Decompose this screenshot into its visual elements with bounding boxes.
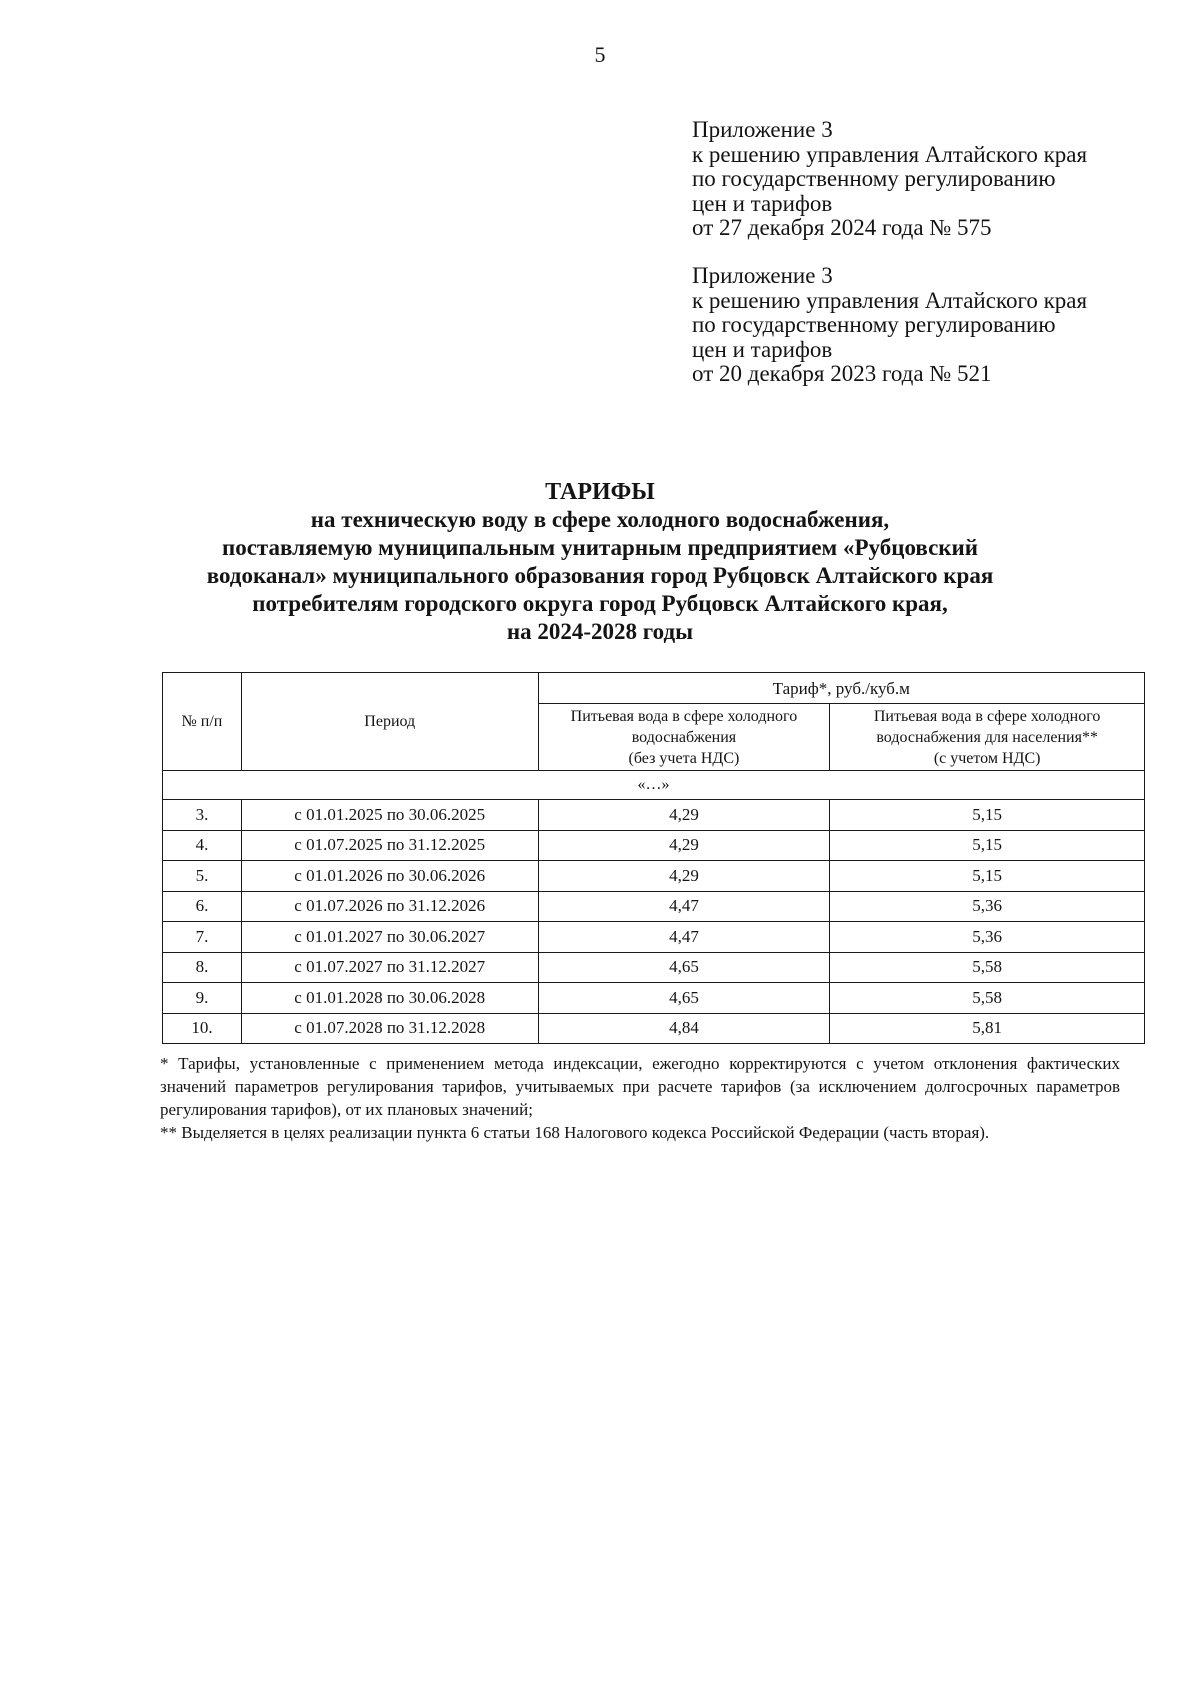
row-tariff-with-vat: 5,15 bbox=[830, 861, 1145, 892]
appendix-previous bbox=[692, 264, 1172, 387]
title-line: на техническую воду в сфере холодного водоснабжения, bbox=[310, 507, 890, 532]
appendix-line: к решению управления Алтайского края bbox=[692, 287, 1088, 313]
row-tariff-with-vat: 5,58 bbox=[830, 952, 1145, 983]
row-number: 9. bbox=[163, 983, 242, 1014]
appendix-line: к решению управления Алтайского края bbox=[692, 141, 1088, 167]
header-number: № п/п bbox=[163, 673, 242, 771]
row-tariff-with-vat: 5,36 bbox=[830, 891, 1145, 922]
row-period: с 01.07.2028 по 31.12.2028 bbox=[241, 1013, 538, 1044]
row-period: с 01.01.2025 по 30.06.2025 bbox=[241, 800, 538, 831]
row-number: 8. bbox=[163, 952, 242, 983]
table-row bbox=[163, 983, 1145, 1014]
table-row bbox=[163, 830, 1145, 861]
appendix-line: по государственному регулированию bbox=[692, 312, 1056, 337]
footnotes bbox=[160, 1052, 1120, 1144]
header-line: (без учета НДС) bbox=[628, 749, 740, 767]
appendix-current bbox=[692, 118, 1172, 241]
row-tariff-no-vat: 4,47 bbox=[538, 891, 830, 922]
row-tariff-with-vat: 5,36 bbox=[830, 922, 1145, 953]
row-number: 3. bbox=[163, 800, 242, 831]
header-line: Питьевая вода в сфере холодного bbox=[873, 707, 1101, 725]
row-period: с 01.01.2028 по 30.06.2028 bbox=[241, 983, 538, 1014]
appendix-line: от 20 декабря 2023 года № 521 bbox=[692, 361, 992, 386]
row-tariff-with-vat: 5,58 bbox=[830, 983, 1145, 1014]
footnote-2: ** Выделяется в целях реализации пункта 6 статьи 168 Налогового кодекса Российской Федерации (часть вторая). bbox=[160, 1123, 990, 1142]
row-tariff-no-vat: 4,47 bbox=[538, 922, 830, 953]
title-line: водоканал» муниципального образования город Рубцовск Алтайского края bbox=[206, 563, 994, 588]
row-period: с 01.07.2027 по 31.12.2027 bbox=[241, 952, 538, 983]
header-line: Питьевая вода в сфере холодного bbox=[570, 707, 798, 725]
row-tariff-no-vat: 4,65 bbox=[538, 952, 830, 983]
table-row bbox=[163, 1013, 1145, 1044]
appendix-line: Приложение 3 bbox=[692, 263, 833, 288]
title-line: потребителям городского округа город Рубцовск Алтайского края, bbox=[252, 591, 948, 616]
footnote-1: * Тарифы, установленные с применением метода индексации, ежегодно корректируются с учетом отклонения фактических значений параметров регулирования тарифов, учитываемых при расчете тарифов (за исключением долгосрочных параметров регулирования тарифов), от их плановых значений; bbox=[160, 1054, 1120, 1119]
row-number: 5. bbox=[163, 861, 242, 892]
document-title bbox=[150, 478, 1050, 646]
table-row bbox=[163, 861, 1145, 892]
row-period: с 01.07.2026 по 31.12.2026 bbox=[241, 891, 538, 922]
appendix-line: цен и тарифов bbox=[692, 336, 833, 362]
header-line: водоснабжения для населения** bbox=[876, 728, 1098, 746]
table-row bbox=[163, 922, 1145, 953]
header-period: Период bbox=[241, 673, 538, 771]
tariff-table bbox=[162, 672, 1145, 1044]
row-number: 7. bbox=[163, 922, 242, 953]
table-row bbox=[163, 952, 1145, 983]
row-tariff-with-vat: 5,81 bbox=[830, 1013, 1145, 1044]
gap-marker: «…» bbox=[163, 771, 1145, 800]
row-period: с 01.01.2026 по 30.06.2026 bbox=[241, 861, 538, 892]
row-tariff-with-vat: 5,15 bbox=[830, 830, 1145, 861]
row-tariff-no-vat: 4,29 bbox=[538, 800, 830, 831]
table-gap-row bbox=[163, 771, 1145, 800]
row-number: 4. bbox=[163, 830, 242, 861]
row-tariff-no-vat: 4,84 bbox=[538, 1013, 830, 1044]
header-tariff-with-vat bbox=[830, 704, 1145, 771]
header-line: водоснабжения bbox=[631, 728, 737, 746]
page-number: 5 bbox=[594, 42, 606, 67]
appendix-line: от 27 декабря 2024 года № 575 bbox=[692, 215, 992, 240]
table-row bbox=[163, 800, 1145, 831]
appendix-line: Приложение 3 bbox=[692, 117, 833, 142]
header-tariff-group: Тариф*, руб./куб.м bbox=[538, 673, 1144, 704]
row-tariff-no-vat: 4,65 bbox=[538, 983, 830, 1014]
header-line: (с учетом НДС) bbox=[933, 749, 1041, 767]
title-line: на 2024-2028 годы bbox=[506, 619, 694, 644]
appendix-line: по государственному регулированию bbox=[692, 166, 1056, 191]
row-number: 6. bbox=[163, 891, 242, 922]
row-period: с 01.07.2025 по 31.12.2025 bbox=[241, 830, 538, 861]
title-main: ТАРИФЫ bbox=[545, 479, 655, 505]
row-period: с 01.01.2027 по 30.06.2027 bbox=[241, 922, 538, 953]
row-tariff-no-vat: 4,29 bbox=[538, 861, 830, 892]
appendix-line: цен и тарифов bbox=[692, 190, 833, 216]
title-line: поставляемую муниципальным унитарным предприятием «Рубцовский bbox=[221, 535, 979, 560]
row-number: 10. bbox=[163, 1013, 242, 1044]
table-row bbox=[163, 891, 1145, 922]
row-tariff-no-vat: 4,29 bbox=[538, 830, 830, 861]
row-tariff-with-vat: 5,15 bbox=[830, 800, 1145, 831]
header-tariff-no-vat bbox=[538, 704, 830, 771]
